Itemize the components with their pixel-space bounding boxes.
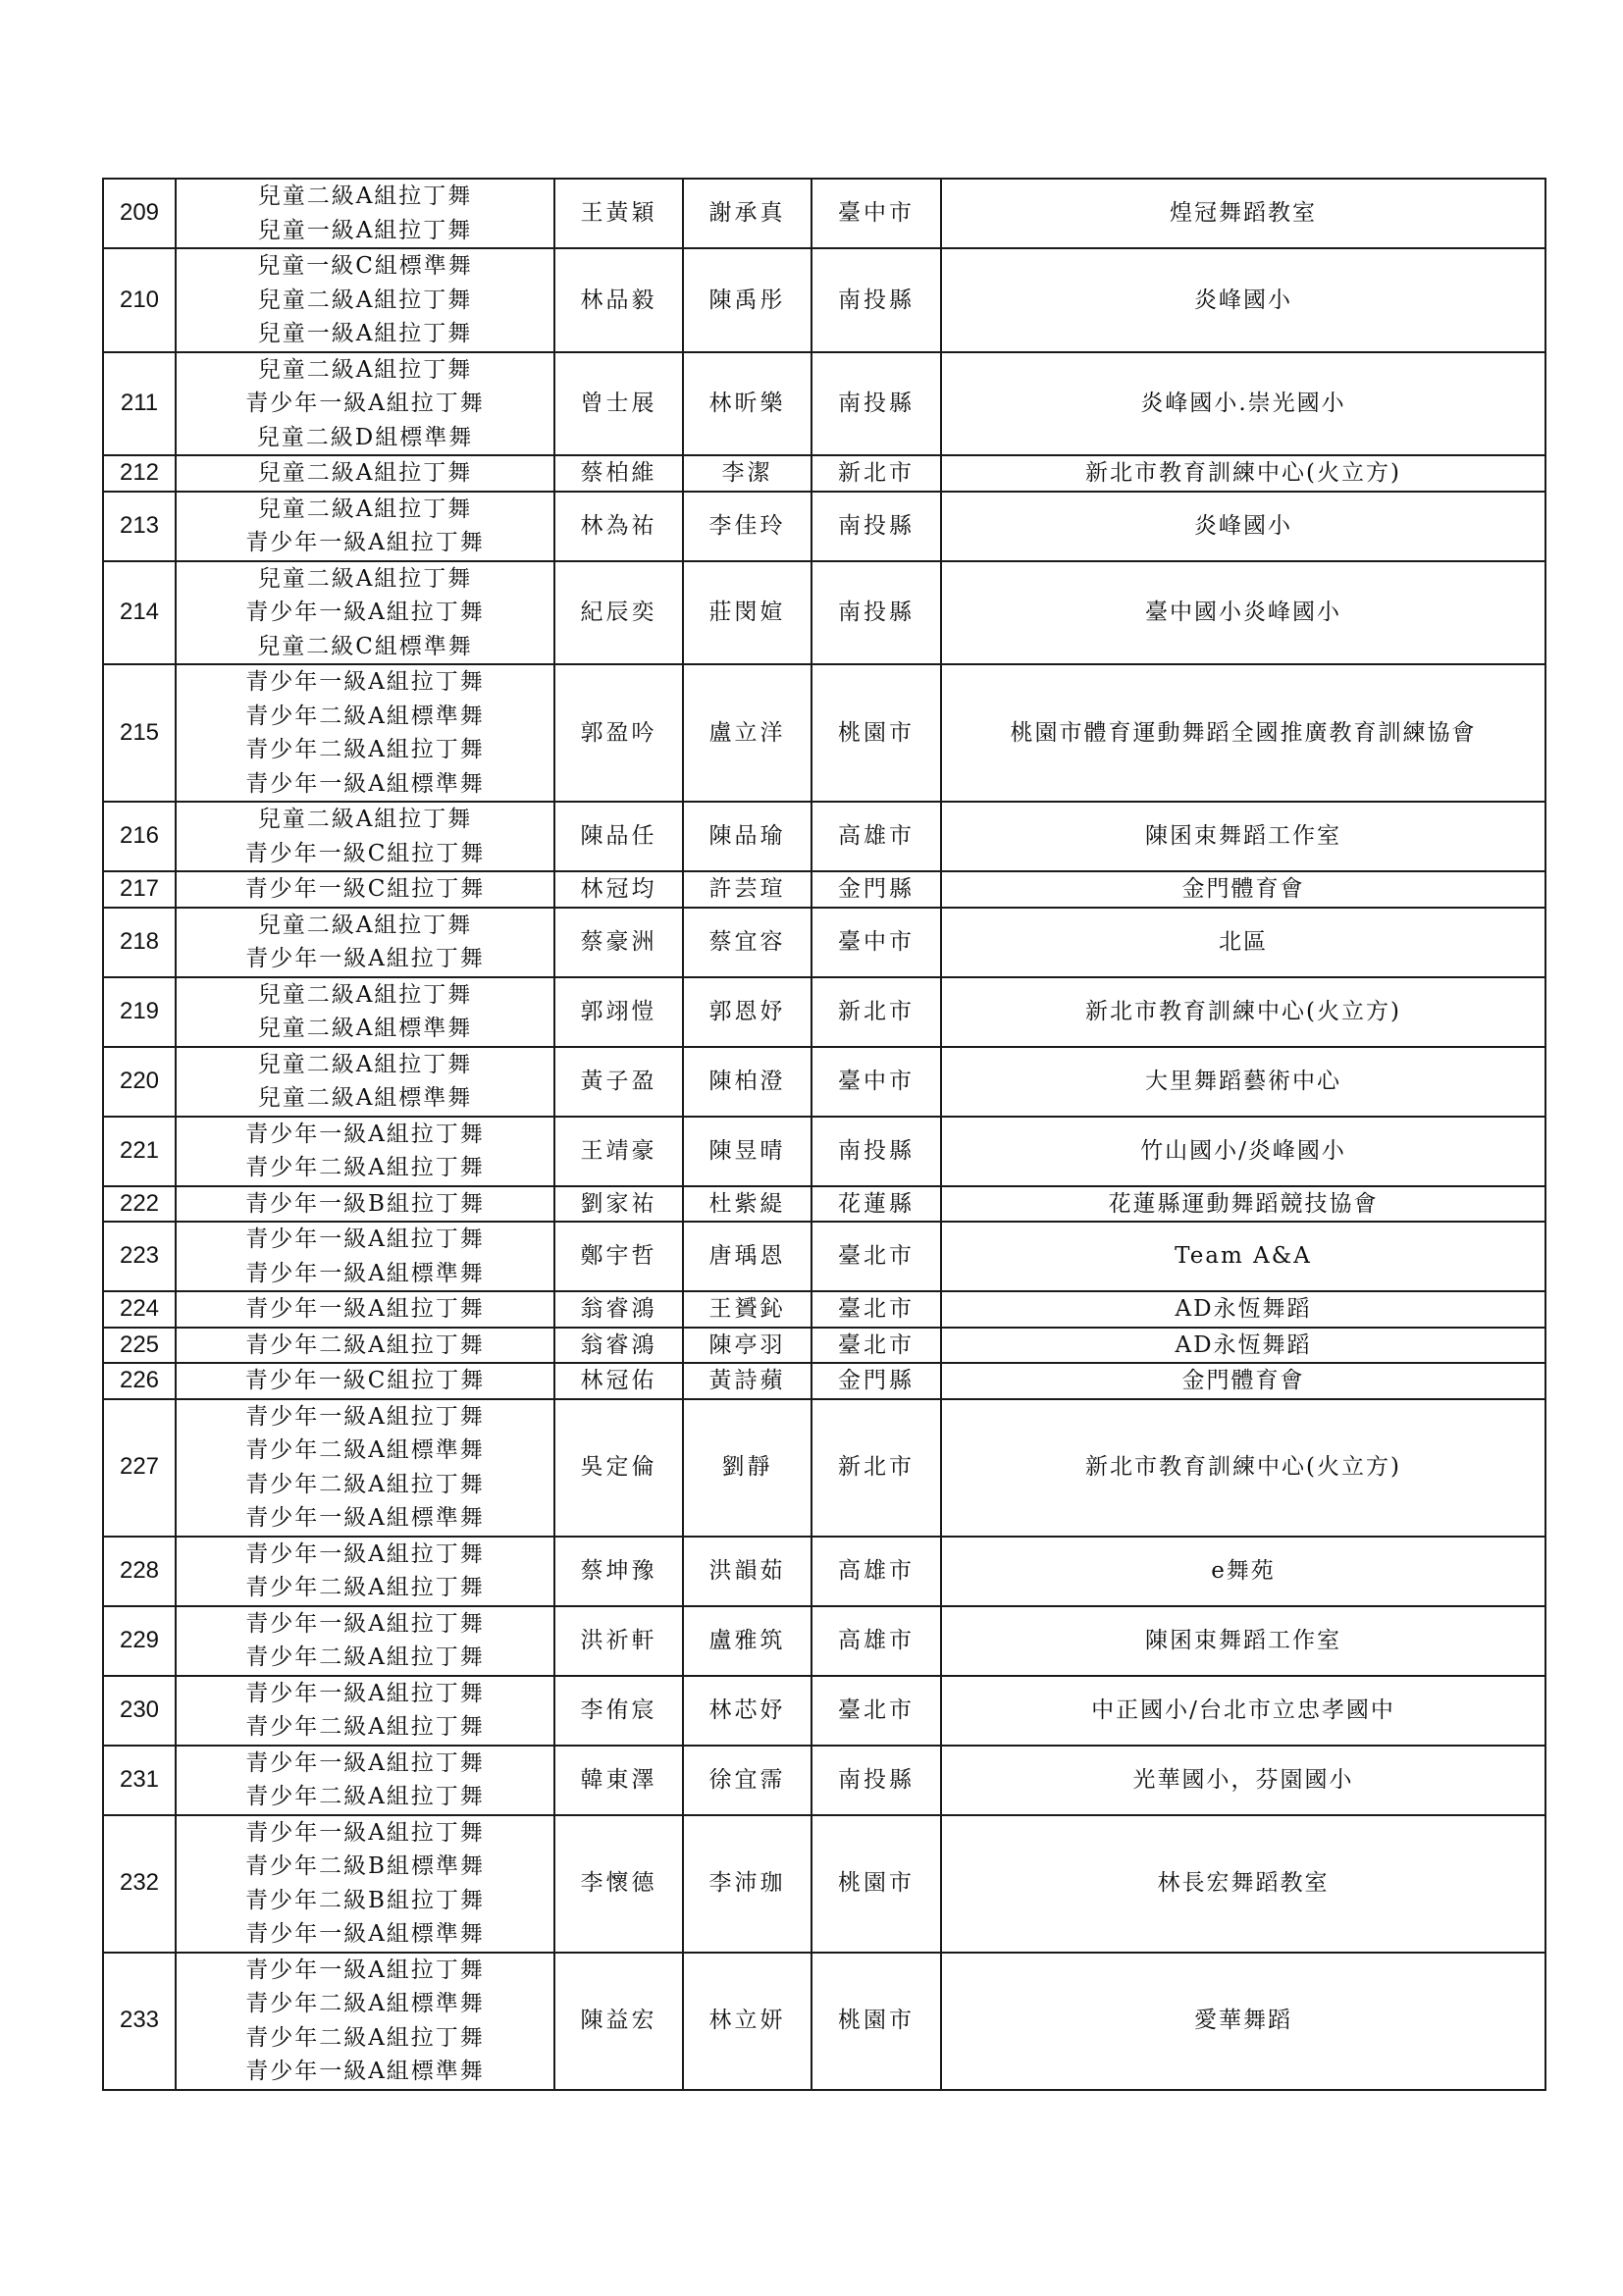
partner-name: 洪韻茹 <box>683 1537 812 1606</box>
event-item: 青少年一級A組拉丁舞 <box>245 600 485 625</box>
event-list <box>176 179 554 248</box>
event-item: 青少年一級A組拉丁舞 <box>245 1749 485 1776</box>
table-row <box>103 1328 1545 1364</box>
partner-name: 徐宜霈 <box>683 1746 812 1815</box>
athlete-name: 黃子盈 <box>554 1047 683 1117</box>
athlete-name: 王黃穎 <box>554 179 683 248</box>
city-name: 南投縣 <box>812 1117 941 1186</box>
event-item: 青少年二級A組拉丁舞 <box>245 1471 485 1497</box>
event-list <box>176 664 554 802</box>
unit-name: 桃園市體育運動舞蹈全國推廣教育訓練協會 <box>941 664 1545 802</box>
athlete-name: 翁睿鴻 <box>554 1328 683 1364</box>
event-item: 兒童二級A組拉丁舞 <box>257 287 473 313</box>
unit-name: 炎峰國小.崇光國小 <box>941 352 1545 456</box>
registration-table <box>102 178 1546 2091</box>
event-list <box>176 1399 554 1537</box>
partner-name: 劉靜 <box>683 1399 812 1537</box>
unit-name: 大里舞蹈藝術中心 <box>941 1047 1545 1117</box>
table-row <box>103 802 1545 871</box>
partner-name: 李佳玲 <box>683 492 812 561</box>
row-number: 223 <box>103 1222 176 1291</box>
city-name: 桃園市 <box>812 1815 941 1953</box>
table-row <box>103 871 1545 908</box>
event-list <box>176 1328 554 1364</box>
city-name: 臺中市 <box>812 179 941 248</box>
event-item: 兒童二級A組拉丁舞 <box>257 1051 473 1077</box>
event-item: 青少年二級A組拉丁舞 <box>245 1331 485 1358</box>
event-item: 青少年二級B組拉丁舞 <box>245 1887 485 1913</box>
registration-table-body <box>103 179 1545 2090</box>
row-number: 221 <box>103 1117 176 1186</box>
athlete-name: 韓東澤 <box>554 1746 683 1815</box>
event-item: 青少年二級A組拉丁舞 <box>245 1644 485 1670</box>
row-number: 230 <box>103 1676 176 1746</box>
event-item: 青少年一級C組拉丁舞 <box>244 1368 486 1393</box>
event-item: 青少年一級A組拉丁舞 <box>245 1680 485 1706</box>
city-name: 高雄市 <box>812 1606 941 1676</box>
event-list <box>176 1953 554 2090</box>
event-item: 兒童一級A組拉丁舞 <box>257 217 473 243</box>
event-item: 兒童二級A組拉丁舞 <box>257 496 473 522</box>
partner-name: 陳品瑜 <box>683 802 812 871</box>
city-name: 臺北市 <box>812 1291 941 1328</box>
event-item: 青少年一級A組標準舞 <box>245 1921 485 1947</box>
event-list <box>176 1117 554 1186</box>
event-item: 青少年二級B組標準舞 <box>245 1853 485 1879</box>
event-item: 青少年二級A組拉丁舞 <box>245 1784 485 1809</box>
table-row <box>103 561 1545 665</box>
event-item: 青少年一級A組拉丁舞 <box>245 1121 485 1147</box>
table-row <box>103 248 1545 352</box>
unit-name: 北區 <box>941 908 1545 977</box>
row-number: 232 <box>103 1815 176 1953</box>
partner-name: 李沛珈 <box>683 1815 812 1953</box>
row-number: 215 <box>103 664 176 802</box>
event-item: 青少年一級A組拉丁舞 <box>245 1226 485 1252</box>
event-list <box>176 1047 554 1117</box>
row-number: 225 <box>103 1328 176 1364</box>
athlete-name: 林為祐 <box>554 492 683 561</box>
event-item: 兒童二級A組拉丁舞 <box>257 183 473 209</box>
event-item: 青少年二級A組拉丁舞 <box>245 2024 485 2051</box>
event-list <box>176 908 554 977</box>
event-item: 兒童二級D組標準舞 <box>256 424 474 450</box>
table-row <box>103 1746 1545 1815</box>
row-number: 231 <box>103 1746 176 1815</box>
table-row <box>103 1676 1545 1746</box>
event-item: 青少年一級A組拉丁舞 <box>245 946 485 971</box>
table-row <box>103 1363 1545 1399</box>
event-item: 兒童二級A組拉丁舞 <box>257 565 473 592</box>
partner-name: 盧立洋 <box>683 664 812 802</box>
event-list <box>176 561 554 665</box>
row-number: 209 <box>103 179 176 248</box>
table-row <box>103 1953 1545 2090</box>
event-list <box>176 455 554 492</box>
event-item: 兒童二級A組拉丁舞 <box>257 912 473 938</box>
city-name: 臺北市 <box>812 1222 941 1291</box>
unit-name: 花蓮縣運動舞蹈競技協會 <box>941 1186 1545 1223</box>
table-row <box>103 908 1545 977</box>
unit-name: e舞苑 <box>941 1537 1545 1606</box>
partner-name: 唐瑀恩 <box>683 1222 812 1291</box>
row-number: 214 <box>103 561 176 665</box>
unit-name: 林長宏舞蹈教室 <box>941 1815 1545 1953</box>
city-name: 花蓮縣 <box>812 1186 941 1223</box>
athlete-name: 洪祈軒 <box>554 1606 683 1676</box>
row-number: 224 <box>103 1291 176 1328</box>
row-number: 212 <box>103 455 176 492</box>
athlete-name: 林品毅 <box>554 248 683 352</box>
event-item: 兒童二級C組標準舞 <box>257 633 473 659</box>
event-item: 青少年二級A組標準舞 <box>245 1991 485 2016</box>
table-row <box>103 352 1545 456</box>
table-row <box>103 455 1545 492</box>
unit-name: AD永恆舞蹈 <box>941 1291 1545 1328</box>
city-name: 南投縣 <box>812 561 941 665</box>
table-row <box>103 664 1545 802</box>
athlete-name: 李懷德 <box>554 1815 683 1953</box>
partner-name: 莊閔媗 <box>683 561 812 665</box>
table-row <box>103 1815 1545 1953</box>
unit-name: 金門體育會 <box>941 1363 1545 1399</box>
unit-name: AD永恆舞蹈 <box>941 1328 1545 1364</box>
event-item: 青少年二級A組拉丁舞 <box>245 1155 485 1180</box>
row-number: 233 <box>103 1953 176 2090</box>
event-item: 兒童二級A組拉丁舞 <box>257 460 473 486</box>
table-row <box>103 1117 1545 1186</box>
event-item: 青少年二級A組標準舞 <box>245 1437 485 1463</box>
city-name: 南投縣 <box>812 248 941 352</box>
event-item: 兒童二級A組標準舞 <box>257 1016 473 1041</box>
table-row <box>103 1222 1545 1291</box>
event-list <box>176 1676 554 1746</box>
row-number: 213 <box>103 492 176 561</box>
event-item: 青少年一級A組標準舞 <box>245 2059 485 2084</box>
city-name: 高雄市 <box>812 802 941 871</box>
unit-name: 陳囷束舞蹈工作室 <box>941 802 1545 871</box>
unit-name: 中正國小/台北市立忠孝國中 <box>941 1676 1545 1746</box>
athlete-name: 王靖豪 <box>554 1117 683 1186</box>
partner-name: 林昕樂 <box>683 352 812 456</box>
city-name: 高雄市 <box>812 1537 941 1606</box>
row-number: 211 <box>103 352 176 456</box>
athlete-name: 劉家祐 <box>554 1186 683 1223</box>
city-name: 臺中市 <box>812 1047 941 1117</box>
event-list <box>176 1222 554 1291</box>
event-item: 青少年一級A組標準舞 <box>245 770 485 797</box>
partner-name: 杜紫緹 <box>683 1186 812 1223</box>
athlete-name: 紀辰奕 <box>554 561 683 665</box>
table-row <box>103 977 1545 1047</box>
athlete-name: 翁睿鴻 <box>554 1291 683 1328</box>
unit-name: 愛華舞蹈 <box>941 1953 1545 2090</box>
event-item: 青少年二級A組拉丁舞 <box>245 1714 485 1740</box>
partner-name: 許芸瑄 <box>683 871 812 908</box>
event-item: 青少年一級A組標準舞 <box>245 1260 485 1286</box>
row-number: 222 <box>103 1186 176 1223</box>
event-list <box>176 248 554 352</box>
partner-name: 陳亭羽 <box>683 1328 812 1364</box>
event-item: 青少年一級A組拉丁舞 <box>245 1403 485 1430</box>
athlete-name: 郭盈吟 <box>554 664 683 802</box>
event-item: 兒童二級A組拉丁舞 <box>257 981 473 1008</box>
partner-name: 陳昱晴 <box>683 1117 812 1186</box>
partner-name: 黃詩蘋 <box>683 1363 812 1399</box>
partner-name: 謝承真 <box>683 179 812 248</box>
partner-name: 李潔 <box>683 455 812 492</box>
event-item: 青少年一級A組拉丁舞 <box>245 530 485 555</box>
event-list <box>176 1363 554 1399</box>
row-number: 219 <box>103 977 176 1047</box>
city-name: 臺北市 <box>812 1676 941 1746</box>
unit-name: Team A&A <box>941 1222 1545 1291</box>
city-name: 金門縣 <box>812 1363 941 1399</box>
event-item: 兒童二級A組拉丁舞 <box>257 356 473 383</box>
event-list <box>176 1746 554 1815</box>
event-item: 兒童二級A組標準舞 <box>257 1085 473 1111</box>
row-number: 228 <box>103 1537 176 1606</box>
athlete-name: 郭翊愷 <box>554 977 683 1047</box>
table-row <box>103 1186 1545 1223</box>
partner-name: 王贇鈊 <box>683 1291 812 1328</box>
row-number: 217 <box>103 871 176 908</box>
city-name: 南投縣 <box>812 352 941 456</box>
event-list <box>176 1291 554 1328</box>
event-list <box>176 492 554 561</box>
row-number: 216 <box>103 802 176 871</box>
event-item: 青少年一級A組拉丁舞 <box>245 1957 485 1983</box>
row-number: 220 <box>103 1047 176 1117</box>
athlete-name: 蔡柏維 <box>554 455 683 492</box>
unit-name: 陳囷束舞蹈工作室 <box>941 1606 1545 1676</box>
city-name: 新北市 <box>812 1399 941 1537</box>
event-item: 青少年一級A組拉丁舞 <box>245 391 485 416</box>
event-list <box>176 871 554 908</box>
row-number: 226 <box>103 1363 176 1399</box>
event-list <box>176 352 554 456</box>
city-name: 臺中市 <box>812 908 941 977</box>
event-list <box>176 1815 554 1953</box>
unit-name: 炎峰國小 <box>941 248 1545 352</box>
event-item: 青少年一級A組標準舞 <box>245 1505 485 1531</box>
table-row <box>103 1047 1545 1117</box>
athlete-name: 林冠佑 <box>554 1363 683 1399</box>
athlete-name: 李侑宸 <box>554 1676 683 1746</box>
city-name: 桃園市 <box>812 664 941 802</box>
table-row <box>103 492 1545 561</box>
city-name: 南投縣 <box>812 1746 941 1815</box>
table-row <box>103 179 1545 248</box>
event-item: 青少年一級B組拉丁舞 <box>245 1190 485 1217</box>
city-name: 金門縣 <box>812 871 941 908</box>
unit-name: 臺中國小炎峰國小 <box>941 561 1545 665</box>
partner-name: 郭恩妤 <box>683 977 812 1047</box>
city-name: 桃園市 <box>812 1953 941 2090</box>
unit-name: 金門體育會 <box>941 871 1545 908</box>
event-item: 青少年一級A組拉丁舞 <box>245 669 485 695</box>
event-list <box>176 1606 554 1676</box>
city-name: 臺北市 <box>812 1328 941 1364</box>
city-name: 新北市 <box>812 977 941 1047</box>
unit-name: 新北市教育訓練中心(火立方) <box>941 1399 1545 1537</box>
unit-name: 炎峰國小 <box>941 492 1545 561</box>
athlete-name: 蔡豪洲 <box>554 908 683 977</box>
athlete-name: 陳益宏 <box>554 1953 683 2090</box>
table-row <box>103 1606 1545 1676</box>
partner-name: 蔡宜容 <box>683 908 812 977</box>
city-name: 南投縣 <box>812 492 941 561</box>
athlete-name: 陳品任 <box>554 802 683 871</box>
event-item: 兒童一級C組標準舞 <box>257 253 473 279</box>
row-number: 229 <box>103 1606 176 1676</box>
event-item: 青少年一級A組拉丁舞 <box>245 1296 485 1322</box>
event-item: 青少年二級A組標準舞 <box>245 703 485 729</box>
row-number: 218 <box>103 908 176 977</box>
event-item: 青少年一級C組拉丁舞 <box>244 876 486 902</box>
row-number: 227 <box>103 1399 176 1537</box>
row-number: 210 <box>103 248 176 352</box>
partner-name: 林立妍 <box>683 1953 812 2090</box>
unit-name: 煌冠舞蹈教室 <box>941 179 1545 248</box>
event-item: 青少年一級C組拉丁舞 <box>244 840 486 866</box>
athlete-name: 林冠均 <box>554 871 683 908</box>
event-list <box>176 1537 554 1606</box>
event-item: 兒童一級A組拉丁舞 <box>257 321 473 346</box>
event-item: 青少年一級A組拉丁舞 <box>245 1819 485 1846</box>
unit-name: 新北市教育訓練中心(火立方) <box>941 977 1545 1047</box>
unit-name: 光華國小，芬園國小 <box>941 1746 1545 1815</box>
event-list <box>176 1186 554 1223</box>
partner-name: 陳禹彤 <box>683 248 812 352</box>
event-item: 青少年二級A組拉丁舞 <box>245 1575 485 1600</box>
table-row <box>103 1537 1545 1606</box>
event-item: 青少年一級A組拉丁舞 <box>245 1610 485 1637</box>
city-name: 新北市 <box>812 455 941 492</box>
event-item: 兒童二級A組拉丁舞 <box>257 807 473 832</box>
athlete-name: 蔡坤豫 <box>554 1537 683 1606</box>
event-item: 青少年二級A組拉丁舞 <box>245 737 485 762</box>
unit-name: 竹山國小/炎峰國小 <box>941 1117 1545 1186</box>
partner-name: 陳柏澄 <box>683 1047 812 1117</box>
athlete-name: 吳定倫 <box>554 1399 683 1537</box>
event-list <box>176 977 554 1047</box>
unit-name: 新北市教育訓練中心(火立方) <box>941 455 1545 492</box>
partner-name: 盧雅筑 <box>683 1606 812 1676</box>
athlete-name: 曾士展 <box>554 352 683 456</box>
table-row <box>103 1291 1545 1328</box>
event-list <box>176 802 554 871</box>
athlete-name: 鄭宇哲 <box>554 1222 683 1291</box>
event-item: 青少年一級A組拉丁舞 <box>245 1540 485 1567</box>
table-row <box>103 1399 1545 1537</box>
partner-name: 林芯妤 <box>683 1676 812 1746</box>
